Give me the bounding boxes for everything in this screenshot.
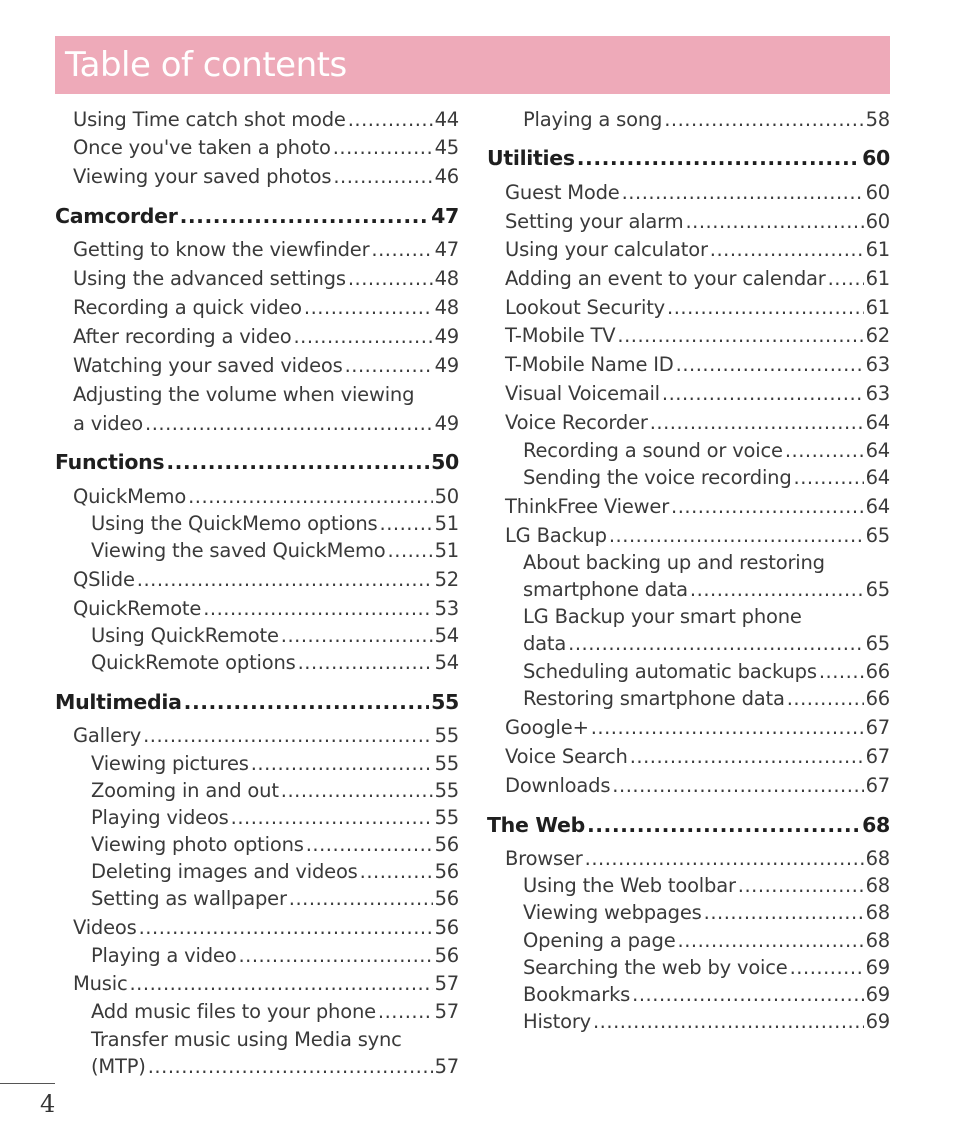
toc-dot-leader: [137, 567, 433, 593]
toc-entry-page: 55: [434, 779, 459, 802]
toc-entry-label: Opening a page: [523, 929, 676, 952]
toc-entry-label: Using Time catch shot mode: [73, 108, 346, 131]
toc-entry-page: 69: [865, 983, 890, 1006]
toc-entry-label: History: [523, 1010, 591, 1033]
toc-entry-page: 61: [865, 238, 890, 261]
toc-dot-leader: [632, 982, 863, 1008]
toc-entry-page: 60: [865, 210, 890, 233]
toc-dot-leader: [360, 859, 433, 885]
toc-entry[interactable]: [505, 494, 890, 520]
toc-entry-page: 58: [865, 108, 890, 131]
toc-dot-leader: [587, 812, 860, 838]
toc-dot-leader: [671, 494, 864, 520]
toc-dot-leader: [794, 465, 864, 491]
toc-entry-label: T-Mobile TV: [505, 324, 616, 347]
toc-entry-page: 48: [434, 267, 459, 290]
toc-entry-label: QuickRemote: [73, 597, 202, 620]
toc-entry-label: Using the QuickMemo options: [91, 512, 378, 535]
toc-entry-label: Getting to know the viewfinder: [73, 238, 370, 261]
toc-entry-label: LG Backup: [505, 524, 607, 547]
toc-entry-label: data: [523, 632, 567, 655]
toc-entry-label: Adding an event to your calendar: [505, 267, 826, 290]
toc-entry-label: Playing videos: [91, 806, 229, 829]
toc-entry-label: Videos: [73, 916, 137, 939]
toc-dot-leader: [139, 915, 433, 941]
toc-entry-label: Functions: [55, 450, 165, 474]
toc-entry[interactable]: [73, 266, 459, 292]
toc-dot-leader: [166, 449, 429, 475]
toc-entry-page: 69: [865, 1010, 890, 1033]
toc-entry-label: Voice Recorder: [505, 411, 648, 434]
toc-entry[interactable]: [73, 107, 459, 133]
toc-dot-leader: [129, 971, 432, 997]
toc-entry-label: Using your calculator: [505, 238, 708, 261]
toc-entry-label: Using the advanced settings: [73, 267, 346, 290]
toc-dot-leader: [650, 410, 864, 436]
toc-entry-label: a video: [73, 412, 144, 435]
toc-entry[interactable]: [73, 596, 459, 622]
toc-entry[interactable]: [505, 180, 890, 206]
toc-entry-page: 55: [434, 752, 459, 775]
toc-dot-leader: [180, 203, 429, 229]
toc-entry-page: 65: [865, 632, 890, 655]
toc-dot-leader: [238, 943, 432, 969]
toc-entry[interactable]: [505, 846, 890, 872]
toc-entry-label: Viewing your saved photos: [73, 165, 332, 188]
toc-entry-label: Scheduling automatic backups: [523, 660, 817, 683]
toc-entry-page: 46: [434, 165, 459, 188]
toc-dot-leader: [348, 107, 433, 133]
toc-entry-label: Deleting images and videos: [91, 860, 358, 883]
toc-entry[interactable]: [523, 604, 890, 630]
toc-dot-leader: [345, 353, 433, 379]
toc-entry-label: Playing a video: [91, 944, 237, 967]
toc-entry-label: Adjusting the volume when viewing: [73, 383, 415, 406]
toc-entry-page: 64: [865, 495, 890, 518]
toc-entry-label: QuickMemo: [73, 485, 187, 508]
toc-entry-page: 67: [865, 774, 890, 797]
toc-dot-leader: [738, 873, 864, 899]
toc-dot-leader: [593, 1009, 864, 1035]
toc-entry[interactable]: [73, 353, 459, 379]
toc-dot-leader: [617, 323, 863, 349]
toc-entry-page: 56: [434, 887, 459, 910]
toc-dot-leader: [148, 1054, 433, 1080]
toc-entry-page: 64: [865, 411, 890, 434]
toc-entry-page: 61: [865, 296, 890, 319]
toc-entry[interactable]: [505, 352, 890, 378]
toc-dot-leader: [577, 145, 860, 171]
toc-entry-label: ThinkFree Viewer: [505, 495, 670, 518]
toc-entry[interactable]: [505, 237, 890, 263]
toc-entry[interactable]: [523, 438, 890, 464]
toc-dot-leader: [664, 107, 863, 133]
toc-entry-page: 56: [434, 916, 459, 939]
toc-entry[interactable]: [523, 955, 890, 981]
toc-entry-page: 51: [434, 539, 459, 562]
toc-entry-label: Lookout Security: [505, 296, 665, 319]
toc-entry-page: 49: [434, 325, 459, 348]
toc-entry[interactable]: [91, 886, 459, 912]
toc-entry[interactable]: [523, 465, 890, 491]
toc-entry[interactable]: [505, 295, 890, 321]
toc-entry[interactable]: [91, 999, 459, 1025]
toc-entry-page: 55: [434, 806, 459, 829]
page-title: Table of contents: [65, 45, 347, 85]
toc-entry[interactable]: [73, 135, 459, 161]
toc-dot-leader: [378, 999, 433, 1025]
toc-section-heading[interactable]: [487, 145, 890, 171]
toc-entry-page: 44: [434, 108, 459, 131]
toc-entry-label: Viewing pictures: [91, 752, 249, 775]
toc-dot-leader: [293, 324, 432, 350]
toc-dot-leader: [348, 266, 433, 292]
toc-entry-label: Recording a sound or voice: [523, 439, 783, 462]
toc-entry-label: Watching your saved videos: [73, 354, 343, 377]
toc-dot-leader: [787, 686, 864, 712]
toc-entry-label: (MTP): [91, 1055, 146, 1078]
toc-entry[interactable]: [523, 686, 890, 712]
toc-entry-label: Setting as wallpaper: [91, 887, 287, 910]
toc-entry[interactable]: [73, 237, 459, 263]
toc-dot-leader: [704, 900, 864, 926]
toc-entry-label: Once you've taken a photo: [73, 136, 331, 159]
toc-entry-page: 64: [865, 439, 890, 462]
toc-entry-page: 49: [434, 412, 459, 435]
toc-entry-page: 57: [434, 1000, 459, 1023]
toc-entry[interactable]: [91, 805, 459, 831]
toc-dot-leader: [676, 352, 864, 378]
toc-entry[interactable]: [91, 511, 459, 537]
toc-entry-label: Google+: [505, 716, 589, 739]
toc-entry[interactable]: [73, 411, 459, 437]
toc-entry-page: 45: [434, 136, 459, 159]
toc-entry-page: 54: [434, 651, 459, 674]
toc-entry[interactable]: [73, 164, 459, 190]
toc-entry-label: smartphone data: [523, 578, 688, 601]
toc-entry-label: QSlide: [73, 568, 135, 591]
toc-entry[interactable]: [523, 982, 890, 1008]
toc-entry[interactable]: [91, 859, 459, 885]
toc-entry[interactable]: [91, 751, 459, 777]
toc-dot-leader: [380, 511, 433, 537]
toc-entry[interactable]: [505, 266, 890, 292]
toc-entry-page: 50: [431, 450, 459, 474]
toc-entry[interactable]: [91, 943, 459, 969]
toc-entry-label: Playing a song: [523, 108, 663, 131]
toc-dot-leader: [388, 538, 433, 564]
toc-entry[interactable]: [523, 659, 890, 685]
toc-entry[interactable]: [505, 209, 890, 235]
toc-header-banner: [55, 36, 890, 94]
toc-entry-label: Downloads: [505, 774, 611, 797]
toc-dot-leader: [568, 631, 863, 657]
toc-entry[interactable]: [523, 631, 890, 657]
toc-section-heading[interactable]: [55, 203, 459, 229]
toc-entry[interactable]: [505, 323, 890, 349]
toc-entry-label: Voice Search: [505, 745, 628, 768]
toc-dot-leader: [333, 164, 432, 190]
toc-entry-label: Utilities: [487, 146, 575, 170]
toc-dot-leader: [188, 484, 432, 510]
toc-entry-label: Restoring smartphone data: [523, 687, 785, 710]
toc-entry[interactable]: [73, 567, 459, 593]
toc-entry-label: Zooming in and out: [91, 779, 279, 802]
toc-dot-leader: [591, 715, 864, 741]
toc-entry[interactable]: [523, 550, 890, 576]
toc-entry-page: 60: [862, 146, 890, 170]
toc-entry[interactable]: [73, 723, 459, 749]
toc-entry-label: The Web: [487, 813, 585, 837]
toc-dot-leader: [298, 650, 433, 676]
toc-entry-label: Viewing photo options: [91, 833, 304, 856]
toc-entry-page: 55: [431, 690, 459, 714]
toc-dot-leader: [685, 209, 863, 235]
toc-entry-page: 53: [434, 597, 459, 620]
toc-entry-label: Using QuickRemote: [91, 624, 279, 647]
toc-entry-page: 61: [865, 267, 890, 290]
toc-entry-page: 50: [434, 485, 459, 508]
toc-entry-label: Add music files to your phone: [91, 1000, 376, 1023]
toc-entry[interactable]: [91, 1054, 459, 1080]
toc-entry[interactable]: [523, 1009, 890, 1035]
toc-entry[interactable]: [73, 971, 459, 997]
toc-entry[interactable]: [91, 650, 459, 676]
toc-dot-leader: [281, 778, 433, 804]
toc-entry-page: 55: [434, 724, 459, 747]
toc-dot-leader: [630, 744, 864, 770]
toc-entry-page: 51: [434, 512, 459, 535]
footer-divider: [0, 1083, 55, 1084]
toc-section-heading[interactable]: [55, 689, 459, 715]
toc-entry-label: Setting your alarm: [505, 210, 684, 233]
toc-entry-page: 67: [865, 745, 890, 768]
toc-dot-leader: [143, 723, 433, 749]
toc-entry-label: After recording a video: [73, 325, 292, 348]
toc-entry[interactable]: [523, 873, 890, 899]
toc-entry[interactable]: [523, 107, 890, 133]
toc-dot-leader: [184, 689, 429, 715]
toc-dot-leader: [251, 751, 433, 777]
toc-dot-leader: [281, 623, 433, 649]
toc-entry-page: 52: [434, 568, 459, 591]
toc-entry-page: 66: [865, 660, 890, 683]
toc-entry[interactable]: [73, 324, 459, 350]
toc-entry-label: Transfer music using Media sync: [91, 1028, 402, 1051]
toc-entry-label: Multimedia: [55, 690, 182, 714]
toc-entry[interactable]: [91, 538, 459, 564]
toc-entry[interactable]: [73, 915, 459, 941]
toc-entry-page: 47: [434, 238, 459, 261]
toc-entry-page: 65: [865, 578, 890, 601]
toc-entry[interactable]: [505, 744, 890, 770]
toc-entry-page: 67: [865, 716, 890, 739]
toc-entry[interactable]: [505, 410, 890, 436]
toc-entry-page: 64: [865, 466, 890, 489]
toc-entry[interactable]: [91, 1027, 459, 1053]
toc-entry-page: 49: [434, 354, 459, 377]
toc-dot-leader: [609, 523, 864, 549]
toc-section-heading[interactable]: [55, 449, 459, 475]
toc-dot-leader: [306, 832, 433, 858]
toc-entry-label: About backing up and restoring: [523, 551, 825, 574]
toc-entry-page: 47: [431, 204, 459, 228]
toc-entry[interactable]: [73, 295, 459, 321]
toc-dot-leader: [819, 659, 864, 685]
toc-entry-page: 63: [865, 382, 890, 405]
toc-dot-leader: [333, 135, 433, 161]
toc-entry-label: Searching the web by voice: [523, 956, 788, 979]
toc-entry-label: Visual Voicemail: [505, 382, 660, 405]
toc-dot-leader: [710, 237, 864, 263]
toc-entry-page: 56: [434, 944, 459, 967]
toc-entry-page: 65: [865, 524, 890, 547]
toc-entry-page: 57: [434, 1055, 459, 1078]
toc-entry[interactable]: [91, 832, 459, 858]
toc-dot-leader: [231, 805, 433, 831]
toc-entry-label: Music: [73, 972, 128, 995]
toc-entry-label: Recording a quick video: [73, 296, 302, 319]
toc-dot-leader: [289, 886, 433, 912]
toc-entry-page: 68: [865, 874, 890, 897]
toc-entry-label: Bookmarks: [523, 983, 631, 1006]
toc-entry-page: 68: [865, 847, 890, 870]
toc-entry-page: 63: [865, 353, 890, 376]
toc-entry[interactable]: [91, 778, 459, 804]
toc-section-heading[interactable]: [487, 812, 890, 838]
toc-entry[interactable]: [523, 928, 890, 954]
toc-entry-page: 68: [862, 813, 890, 837]
toc-entry-label: T-Mobile Name ID: [505, 353, 674, 376]
toc-entry-label: Guest Mode: [505, 181, 620, 204]
toc-dot-leader: [667, 295, 864, 321]
toc-entry-label: Using the Web toolbar: [523, 874, 736, 897]
page-number: 4: [40, 1090, 56, 1118]
toc-entry[interactable]: [505, 381, 890, 407]
toc-entry-page: 66: [865, 687, 890, 710]
toc-entry-page: 60: [865, 181, 890, 204]
toc-entry-page: 54: [434, 624, 459, 647]
toc-entry[interactable]: [505, 715, 890, 741]
toc-entry-page: 62: [865, 324, 890, 347]
toc-dot-leader: [662, 381, 864, 407]
toc-entry-label: LG Backup your smart phone: [523, 605, 802, 628]
toc-entry[interactable]: [523, 900, 890, 926]
toc-entry-label: Sending the voice recording: [523, 466, 792, 489]
toc-entry-page: 68: [865, 901, 890, 924]
toc-entry-page: 56: [434, 860, 459, 883]
toc-entry[interactable]: [73, 484, 459, 510]
toc-dot-leader: [678, 928, 864, 954]
toc-entry-page: 57: [434, 972, 459, 995]
toc-entry-label: Browser: [505, 847, 583, 870]
toc-entry[interactable]: [505, 523, 890, 549]
toc-dot-leader: [304, 295, 433, 321]
toc-entry-label: Camcorder: [55, 204, 178, 228]
toc-entry-page: 69: [865, 956, 890, 979]
toc-entry-label: Viewing webpages: [523, 901, 702, 924]
toc-dot-leader: [790, 955, 864, 981]
toc-entry-label: Viewing the saved QuickMemo: [91, 539, 386, 562]
toc-entry-page: 68: [865, 929, 890, 952]
toc-dot-leader: [585, 846, 864, 872]
toc-dot-leader: [145, 411, 433, 437]
toc-dot-leader: [690, 577, 864, 603]
toc-dot-leader: [371, 237, 432, 263]
toc-dot-leader: [612, 773, 863, 799]
toc-dot-leader: [622, 180, 864, 206]
toc-entry[interactable]: [523, 577, 890, 603]
toc-entry[interactable]: [505, 773, 890, 799]
toc-entry-page: 56: [434, 833, 459, 856]
toc-entry-page: 48: [434, 296, 459, 319]
toc-entry[interactable]: [91, 623, 459, 649]
toc-entry-label: Gallery: [73, 724, 142, 747]
toc-entry[interactable]: [73, 382, 459, 408]
toc-entry-label: QuickRemote options: [91, 651, 296, 674]
toc-dot-leader: [785, 438, 864, 464]
toc-dot-leader: [828, 266, 864, 292]
toc-dot-leader: [203, 596, 432, 622]
